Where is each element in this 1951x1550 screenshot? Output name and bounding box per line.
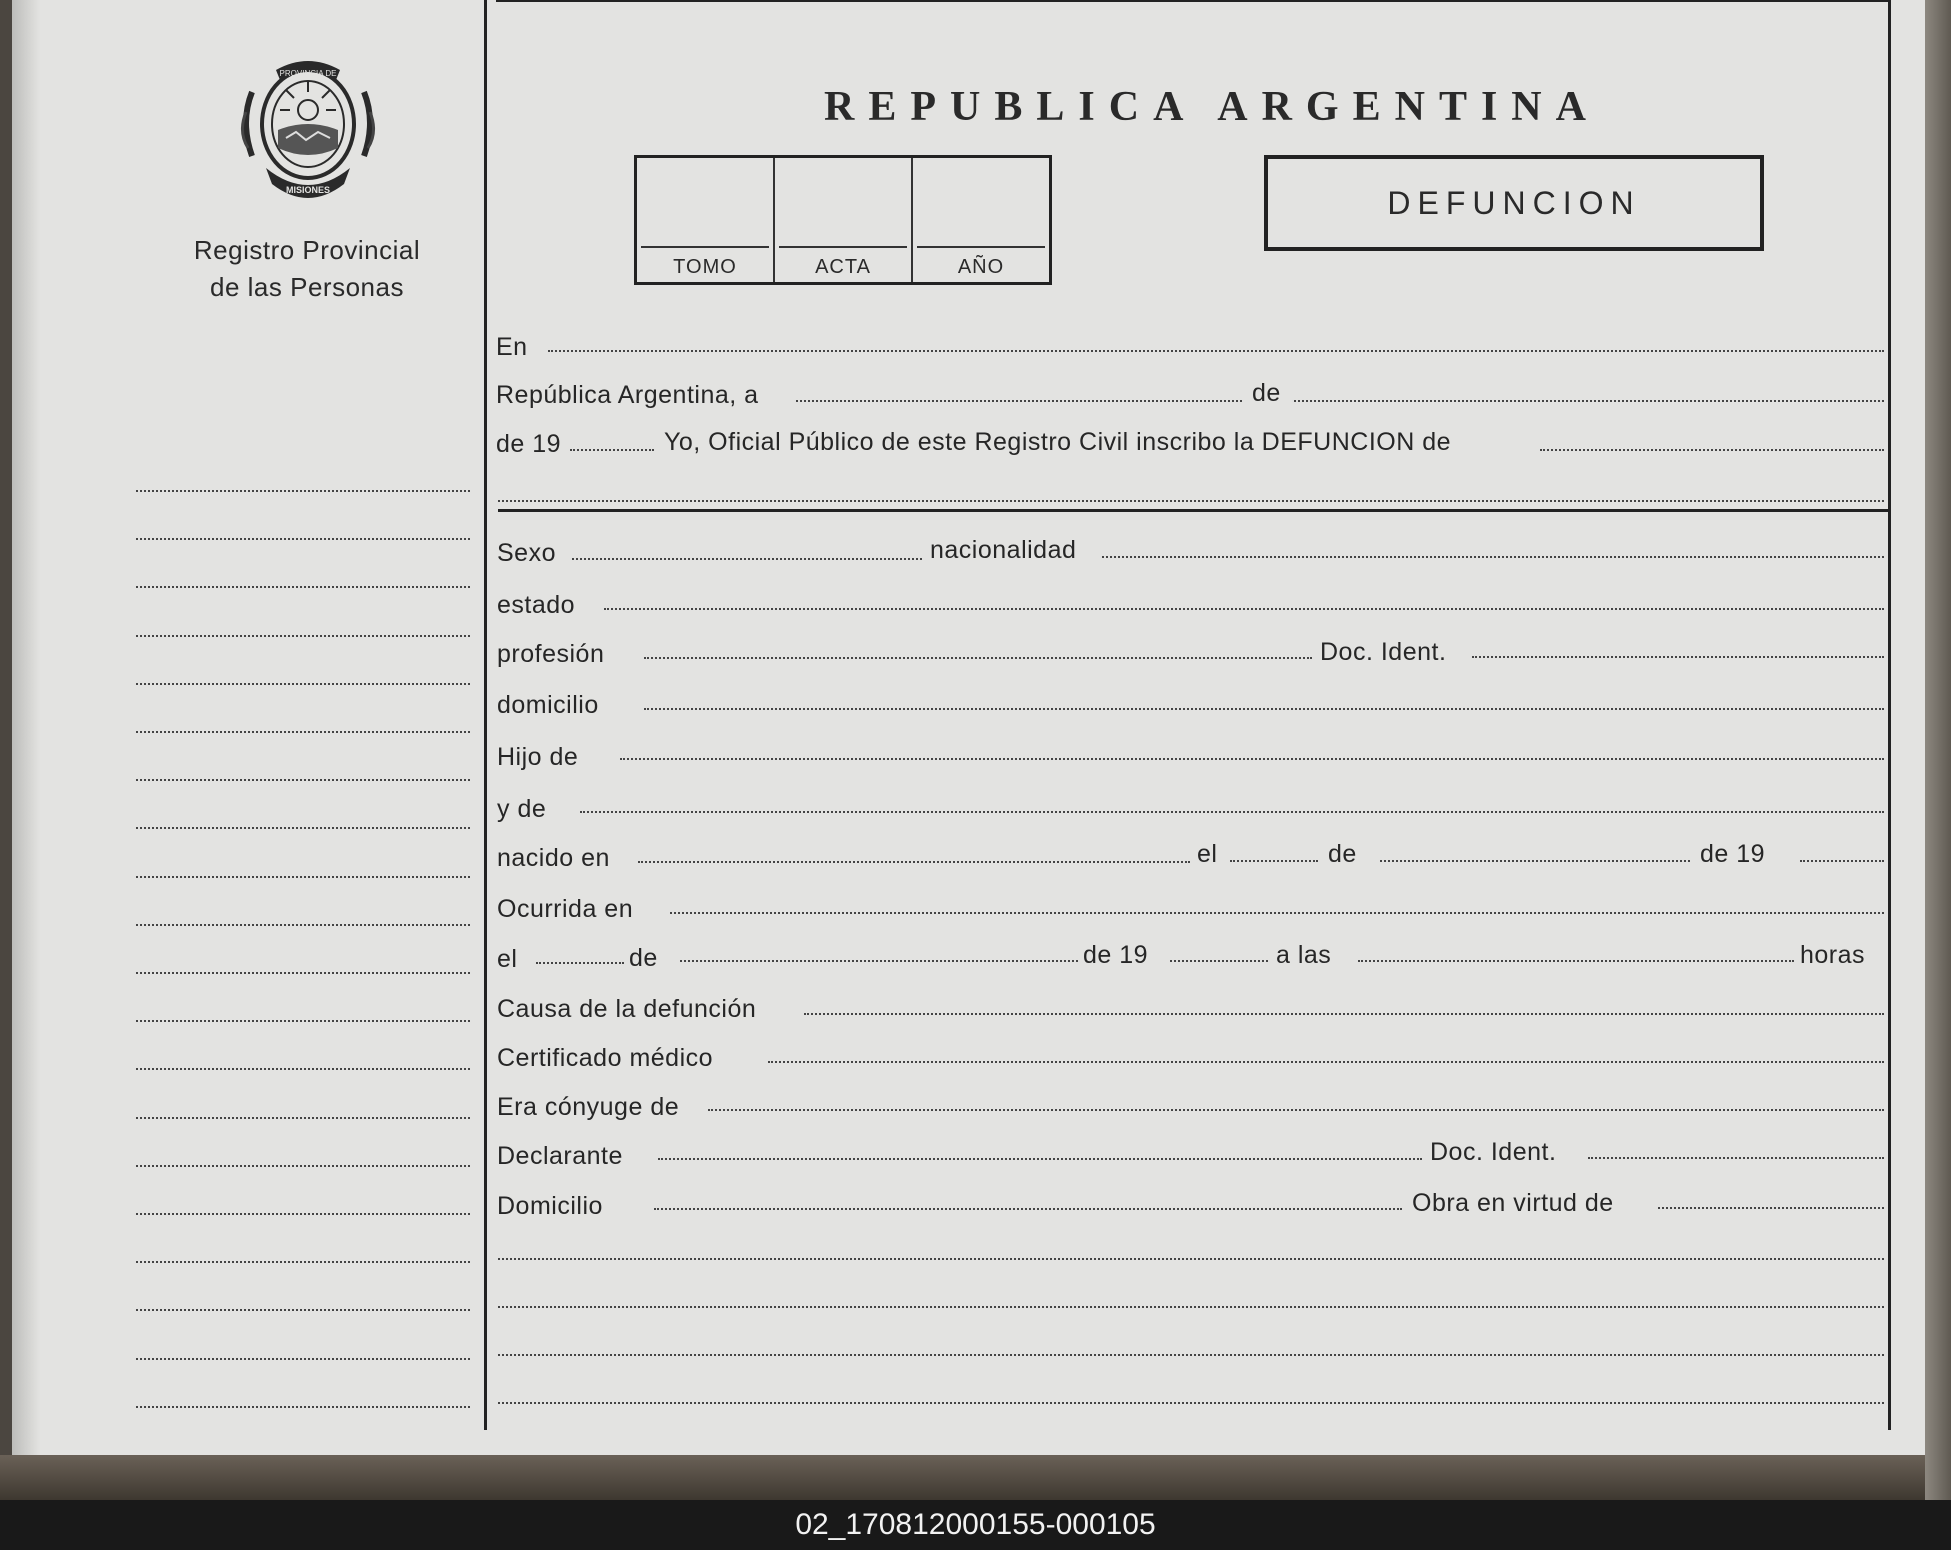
page-gutter-shadow: [12, 0, 40, 1455]
left-column-line[interactable]: [136, 1117, 470, 1119]
left-column-line[interactable]: [136, 1165, 470, 1167]
left-column-line[interactable]: [136, 1261, 470, 1263]
left-column-line[interactable]: [136, 1358, 470, 1360]
misiones-seal-emblem: [236, 52, 380, 212]
field-doc-ident-1[interactable]: [1472, 656, 1884, 658]
field-doc-ident-2[interactable]: [1588, 1157, 1884, 1159]
left-column-line[interactable]: [136, 1068, 470, 1070]
certificate-type-box: DEFUNCION: [1264, 155, 1764, 251]
tomo-cell[interactable]: [637, 158, 775, 282]
field-certificado[interactable]: [768, 1061, 1884, 1063]
label-domicilio-2: Domicilio: [497, 1192, 603, 1220]
seal-top-text: PROVINCIA DE: [279, 69, 337, 78]
seal-bottom-text: MISIONES: [285, 185, 331, 195]
label-de-2: de: [1328, 840, 1357, 868]
field-anio-1[interactable]: [570, 449, 654, 451]
field-ocurrida-mes[interactable]: [680, 960, 1078, 962]
field-hijo-de[interactable]: [620, 758, 1884, 760]
field-domicilio-2[interactable]: [654, 1208, 1402, 1210]
label-obra: Obra en virtud de: [1412, 1189, 1614, 1217]
registry-line-1: Registro Provincial: [193, 235, 421, 265]
label-domicilio: domicilio: [497, 691, 599, 719]
left-column-line[interactable]: [136, 538, 470, 540]
field-ocurrida-anio[interactable]: [1170, 960, 1268, 962]
page-title: REPUBLICA ARGENTINA: [824, 84, 1600, 130]
left-column-line[interactable]: [136, 586, 470, 588]
acta-cell[interactable]: [775, 158, 913, 282]
label-en: En: [496, 333, 528, 361]
label-declarante: Declarante: [497, 1142, 623, 1170]
right-margin-rule: [1888, 0, 1891, 1430]
left-column-line[interactable]: [136, 1213, 470, 1215]
label-el-2: el: [497, 945, 518, 973]
label-de19-2: de 19: [1700, 840, 1766, 868]
label-republica: República Argentina, a: [496, 381, 759, 409]
acta-label: ACTA: [815, 256, 871, 278]
label-a-las: a las: [1276, 941, 1332, 969]
label-conyuge: Era cónyuge de: [497, 1093, 680, 1121]
label-nacido-en: nacido en: [497, 844, 610, 872]
field-a-las[interactable]: [1358, 960, 1794, 962]
left-column-line[interactable]: [136, 876, 470, 878]
tomo-label: TOMO: [673, 256, 737, 278]
label-estado: estado: [497, 591, 576, 619]
left-column-line[interactable]: [136, 1020, 470, 1022]
field-mes[interactable]: [1294, 400, 1884, 402]
field-observaciones-2[interactable]: [498, 1306, 1884, 1308]
field-domicilio[interactable]: [644, 708, 1884, 710]
label-yo-oficial: Yo, Oficial Público de este Registro Civil inscribo la DEFUNCION de: [664, 428, 1452, 456]
field-declarante[interactable]: [658, 1158, 1422, 1160]
left-column-line[interactable]: [136, 1406, 470, 1408]
field-nacido-en[interactable]: [638, 861, 1190, 863]
anio-cell[interactable]: [913, 158, 1049, 282]
field-nombre-difunto-cont[interactable]: [498, 500, 1884, 502]
left-column-line[interactable]: [136, 490, 470, 492]
label-sexo: Sexo: [497, 539, 556, 567]
label-de19-3: de 19: [1083, 941, 1149, 969]
field-ocurrida-en[interactable]: [670, 912, 1884, 914]
left-column-rule: [484, 0, 487, 1430]
label-profesion: profesión: [497, 640, 605, 668]
form-sheet: [12, 0, 1947, 1455]
label-hijo-de: Hijo de: [497, 743, 579, 771]
field-nacionalidad[interactable]: [1102, 556, 1884, 558]
field-obra[interactable]: [1658, 1207, 1884, 1209]
label-horas: horas: [1800, 941, 1866, 969]
label-certificado: Certificado médico: [497, 1044, 714, 1072]
left-column-line[interactable]: [136, 827, 470, 829]
book-cover-edge: [1925, 0, 1951, 1500]
top-rule: [496, 0, 1888, 2]
field-nacido-mes[interactable]: [1380, 860, 1690, 862]
left-column-line[interactable]: [136, 972, 470, 974]
field-estado[interactable]: [604, 608, 1884, 610]
tomo-acta-anio-box: [634, 155, 1052, 285]
label-ocurrida-en: Ocurrida en: [497, 895, 634, 923]
registry-name: [162, 232, 452, 306]
label-de19-1: de 19: [496, 430, 562, 458]
field-observaciones-4[interactable]: [498, 1402, 1884, 1404]
field-causa[interactable]: [804, 1013, 1884, 1015]
field-sexo[interactable]: [572, 558, 922, 560]
field-y-de[interactable]: [580, 811, 1884, 813]
label-causa: Causa de la defunción: [497, 995, 757, 1023]
label-y-de: y de: [497, 795, 547, 823]
field-nombre-difunto[interactable]: [1540, 449, 1884, 451]
field-observaciones-3[interactable]: [498, 1354, 1884, 1356]
field-observaciones-1[interactable]: [498, 1258, 1884, 1260]
field-profesion[interactable]: [644, 657, 1312, 659]
field-nacido-dia[interactable]: [1230, 860, 1318, 862]
table-surface: [0, 1455, 1951, 1500]
label-doc-ident-2: Doc. Ident.: [1430, 1138, 1557, 1166]
field-ocurrida-dia[interactable]: [536, 962, 624, 964]
left-column-line[interactable]: [136, 731, 470, 733]
image-caption: 02_170812000155-000105: [795, 1508, 1156, 1541]
field-en[interactable]: [548, 350, 1884, 352]
label-nacionalidad: nacionalidad: [930, 536, 1077, 564]
left-column-line[interactable]: [136, 924, 470, 926]
field-nacido-anio[interactable]: [1800, 860, 1884, 862]
field-dia[interactable]: [796, 400, 1242, 402]
label-el-1: el: [1197, 840, 1218, 868]
left-column-line[interactable]: [136, 635, 470, 637]
left-column-line[interactable]: [136, 683, 470, 685]
left-column-line[interactable]: [136, 779, 470, 781]
left-column-line[interactable]: [136, 1309, 470, 1311]
label-doc-ident-1: Doc. Ident.: [1320, 638, 1447, 666]
section-separator: [498, 509, 1888, 512]
label-de-1: de: [1252, 379, 1281, 407]
label-de-3: de: [629, 944, 658, 972]
anio-label: AÑO: [957, 256, 1005, 278]
field-conyuge[interactable]: [708, 1109, 1884, 1111]
registry-line-2: de las Personas: [210, 272, 404, 302]
